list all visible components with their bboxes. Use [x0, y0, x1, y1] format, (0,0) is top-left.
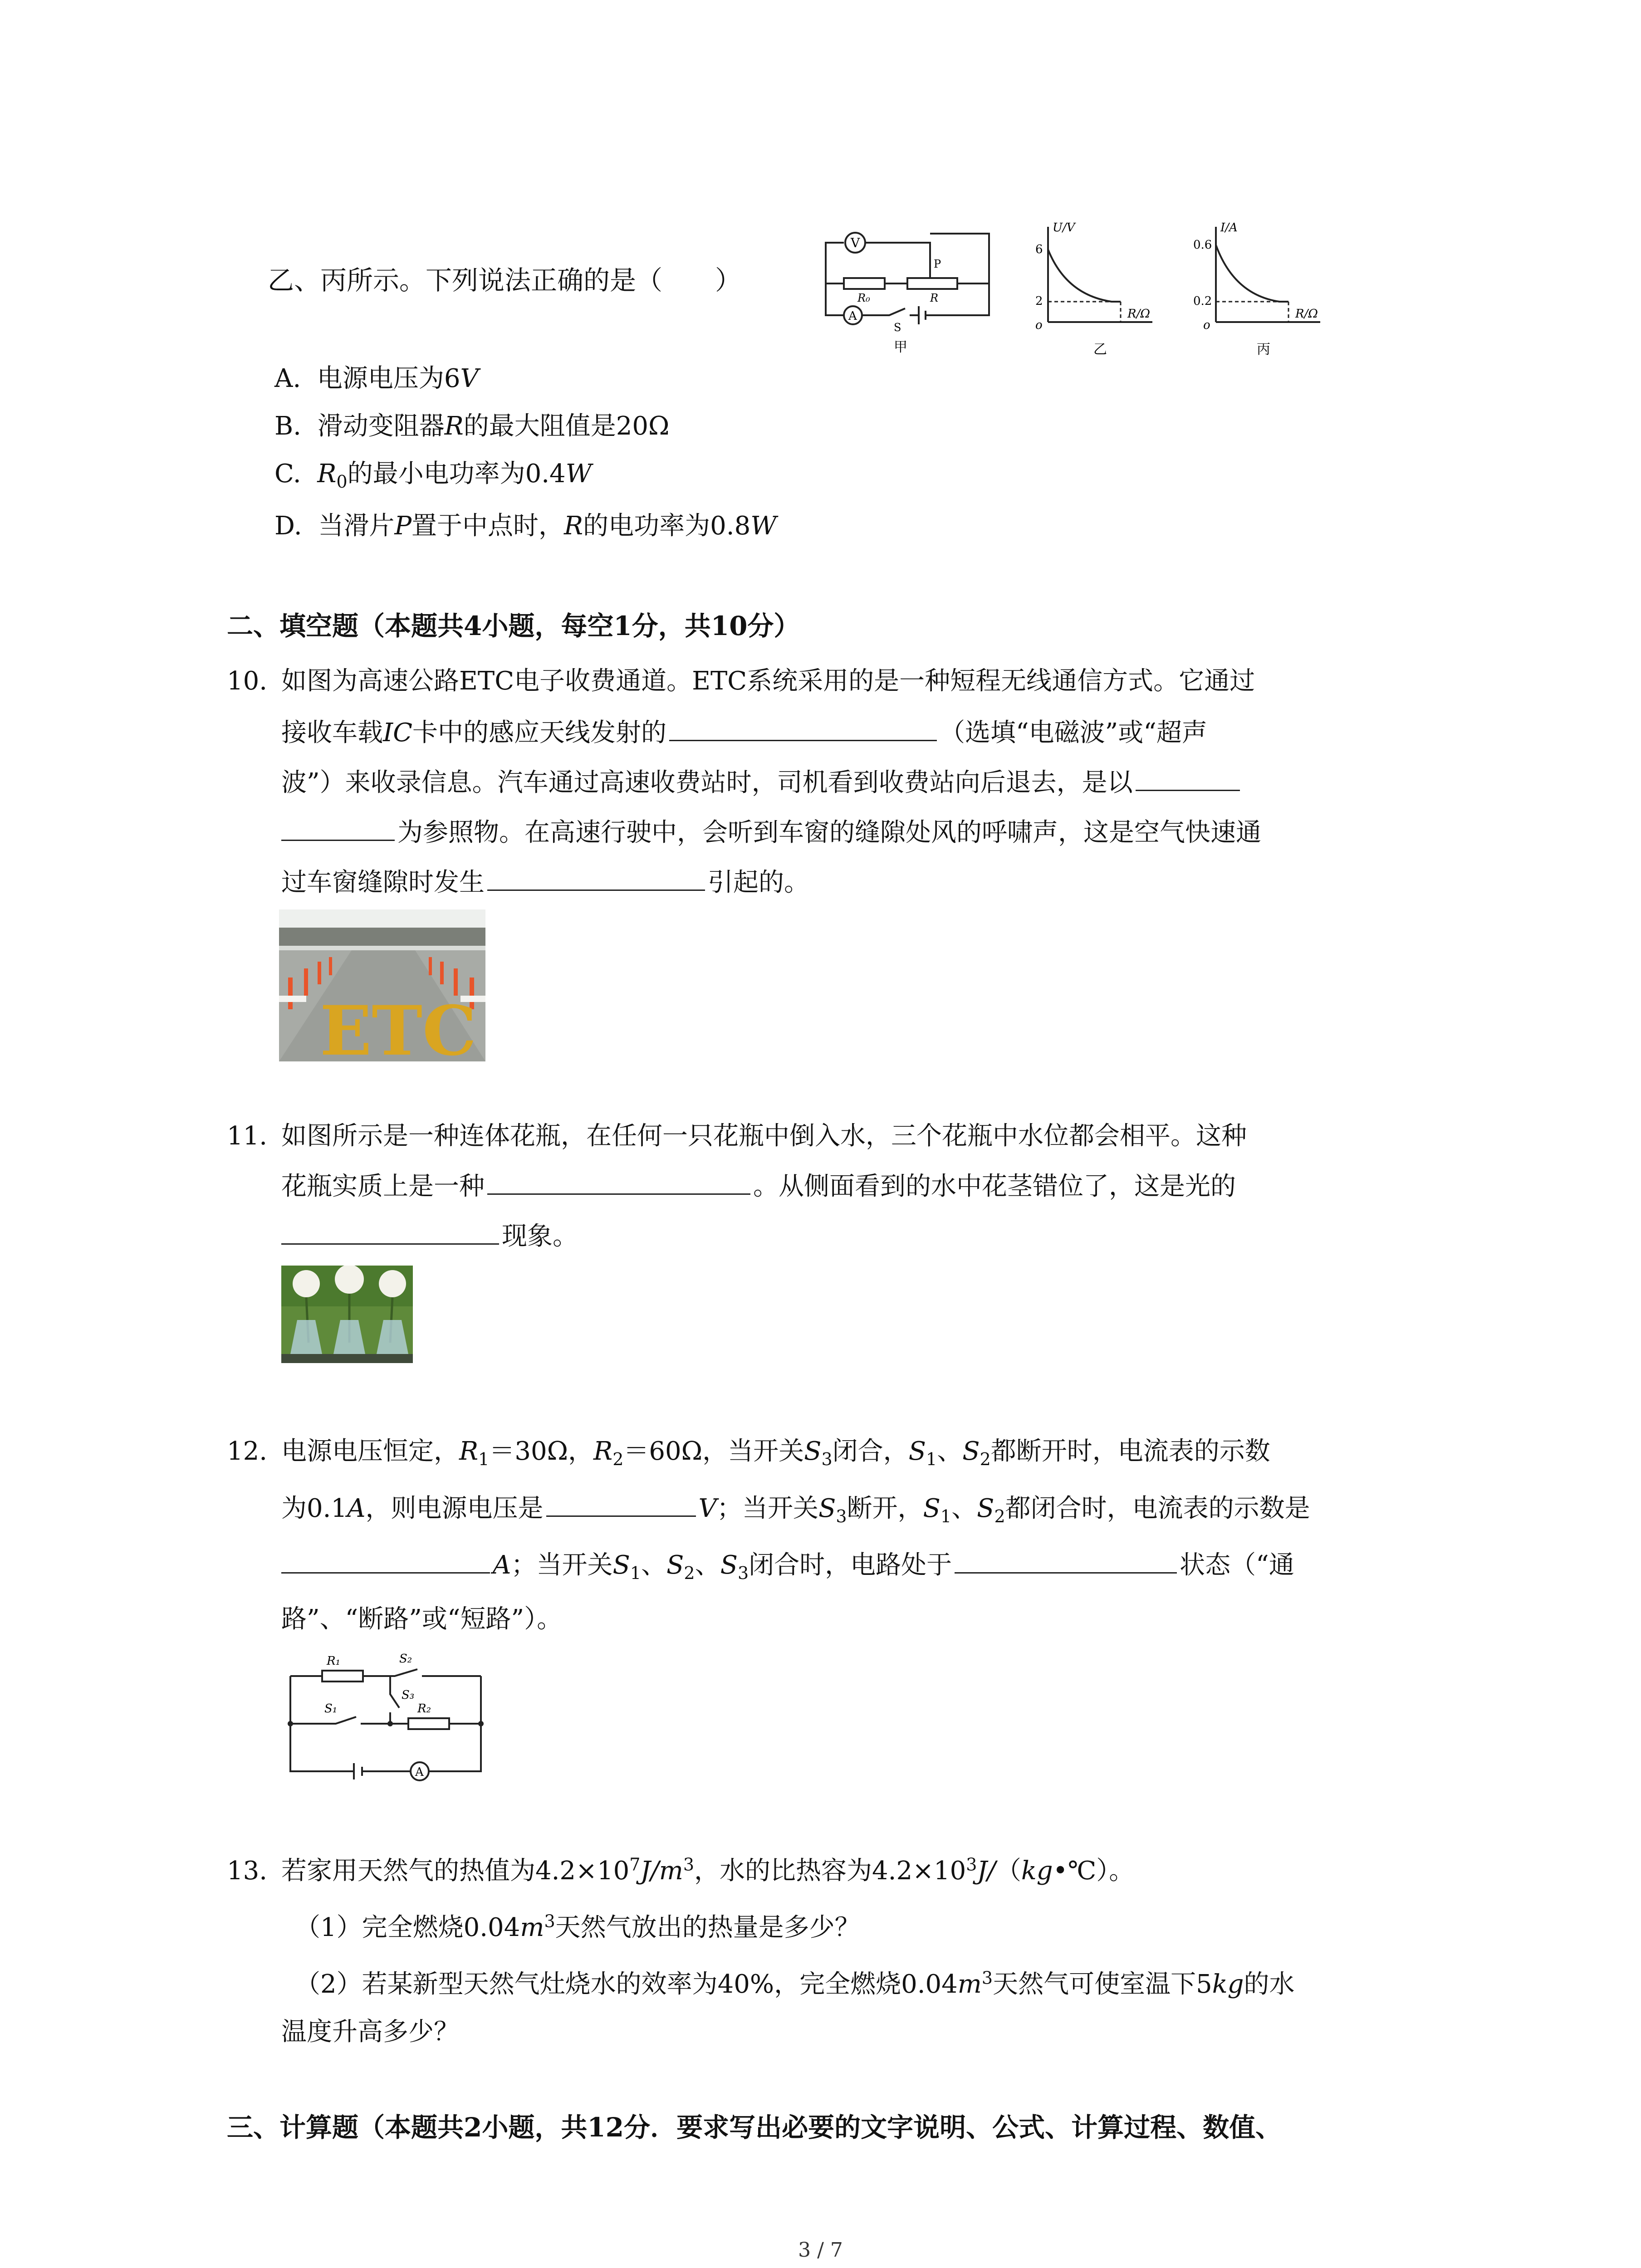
q12-line-4: 路”、“断路”或“短路”）。	[281, 1604, 563, 1634]
graph-b-tick-low: 2	[1035, 294, 1043, 308]
q11-line-2: 花瓶实质上是一种 。从侧面看到的水中花茎错位了，这是光的	[281, 1168, 1236, 1205]
q10-line-2: 接收车载IC卡中的感应天线发射的 （选填“电磁波”或“超声	[281, 714, 1207, 751]
graph-c-origin: o	[1203, 318, 1210, 332]
q13-part-1: （1）完全燃烧$0.04m^3$天然气放出的热量是多少？	[295, 1911, 860, 1942]
q12-blank-1[interactable]	[546, 1490, 696, 1517]
q12-r1-label: R₁	[327, 1654, 340, 1668]
q13-part-2-cont: 温度升高多少？	[281, 2017, 459, 2047]
graph-b-origin: o	[1035, 318, 1043, 332]
q10-blank-2b[interactable]	[281, 814, 395, 841]
q13-number: 13.	[227, 1856, 268, 1886]
graph-b-caption: 乙	[1093, 342, 1107, 357]
q9-option-b: B. 滑动变阻器R的最大阻值是20Ω	[274, 411, 670, 441]
q10-line-5: 过车窗缝隙时发生 引起的。	[281, 864, 809, 901]
q9-graph-c	[1189, 218, 1347, 363]
graph-b-ylabel: U/V	[1053, 221, 1075, 235]
r-label: R	[930, 292, 939, 304]
q12-ammeter-label: A	[415, 1765, 424, 1779]
r0-label: R₀	[857, 292, 870, 304]
page-number: 3 / 7	[798, 2239, 843, 2262]
q12-s1-label: S₁	[324, 1702, 338, 1716]
q11-blank-2[interactable]	[281, 1218, 499, 1245]
section-3-heading: 三、计算题（本题共2小题，共12分．要求写出必要的文字说明、公式、计算过程、数值、	[227, 2112, 1282, 2143]
q12-r2-label: R₂	[417, 1702, 431, 1716]
graph-b-xlabel: R/Ω	[1127, 307, 1150, 321]
q12-line-2: 为0.1A，则电源电压是 V；当开关$S_3$断开，$S_1$、$S_2$都闭合时，电流表的示数是	[281, 1490, 1310, 1527]
voltmeter-symbol: V	[851, 235, 860, 250]
q10-blank-1[interactable]	[669, 714, 937, 741]
q12-s2-label: S₂	[399, 1652, 412, 1666]
connected-vases-photo	[281, 1266, 413, 1363]
graph-c-tick-low: 0.2	[1193, 294, 1212, 308]
q12-line-1: 电源电压恒定，$R_1=30\Omega$，$R_2=60\Omega$，当开关$S_3$闭合，$S_1$、$S_2$都断开时，电流表的示数	[281, 1437, 1270, 1470]
q10-line-1: 如图为高速公路ETC电子收费通道。ETC系统采用的是一种短程无线通信方式。它通过	[281, 666, 1255, 696]
q9-option-d: D. 当滑片P置于中点时，R的电功率为0.8W	[274, 511, 777, 541]
s-label: S	[894, 321, 901, 334]
graph-c-caption: 丙	[1257, 342, 1270, 357]
ammeter-symbol: A	[848, 309, 857, 323]
section-2-heading: 二、填空题（本题共4小题，每空1分，共10分）	[227, 611, 800, 641]
q10-number: 10.	[227, 666, 268, 696]
q9-option-a: A. 电源电压为6V	[274, 364, 479, 393]
q12-line-3: A；当开关$S_1$、$S_2$、$S_3$闭合时，电路处于 状态（“通	[281, 1547, 1294, 1584]
graph-c-xlabel: R/Ω	[1295, 307, 1318, 321]
graph-b-tick-top: 6	[1035, 243, 1043, 256]
q11-number: 11.	[227, 1121, 268, 1151]
q9-circuit-figure	[817, 225, 1007, 356]
circuit-caption: 甲	[894, 339, 907, 355]
q10-line-4: 为参照物。在高速行驶中，会听到车窗的缝隙处风的呼啸声，这是空气快速通	[281, 814, 1261, 851]
q13-line-1: 若家用天然气的热值为$4.2\times 10^7J/m^3$，水的比热容为$4.2\times 10^3J/(kg•℃)$。	[281, 1854, 1135, 1886]
p-label: P	[934, 258, 941, 270]
etc-road-text: ETC	[320, 991, 477, 1061]
q10-blank-3[interactable]	[487, 864, 705, 891]
graph-c-tick-top: 0.6	[1193, 238, 1212, 252]
q12-number: 12.	[227, 1437, 268, 1466]
q11-line-1: 如图所示是一种连体花瓶，在任何一只花瓶中倒入水，三个花瓶中水位都会相平。这种	[281, 1121, 1247, 1151]
q12-circuit-figure	[281, 1644, 495, 1789]
q11-blank-1[interactable]	[487, 1168, 750, 1195]
q10-line-3: 波”）来收录信息。汽车通过高速收费站时，司机看到收费站向后退去，是以	[281, 764, 1243, 801]
graph-c-ylabel: I/A	[1220, 221, 1238, 235]
q9-graph-b	[1025, 218, 1184, 363]
q12-blank-2[interactable]	[281, 1547, 490, 1574]
q12-blank-3[interactable]	[955, 1547, 1177, 1574]
q9-option-c: C. $R_0$的最小电功率为0.4W	[274, 459, 592, 492]
etc-lane-photo	[279, 909, 485, 1061]
q10-blank-2a[interactable]	[1136, 764, 1240, 791]
q12-s3-label: S₃	[402, 1688, 415, 1702]
q9-stem-tail: 乙、丙所示。下列说法正确的是（ ）	[268, 265, 742, 296]
q11-line-3: 现象。	[281, 1218, 578, 1255]
q13-part-2: （2）若某新型天然气灶烧水的效率为40%，完全燃烧$0.04m^3$天然气可使室温下5kg的水	[295, 1968, 1295, 1999]
